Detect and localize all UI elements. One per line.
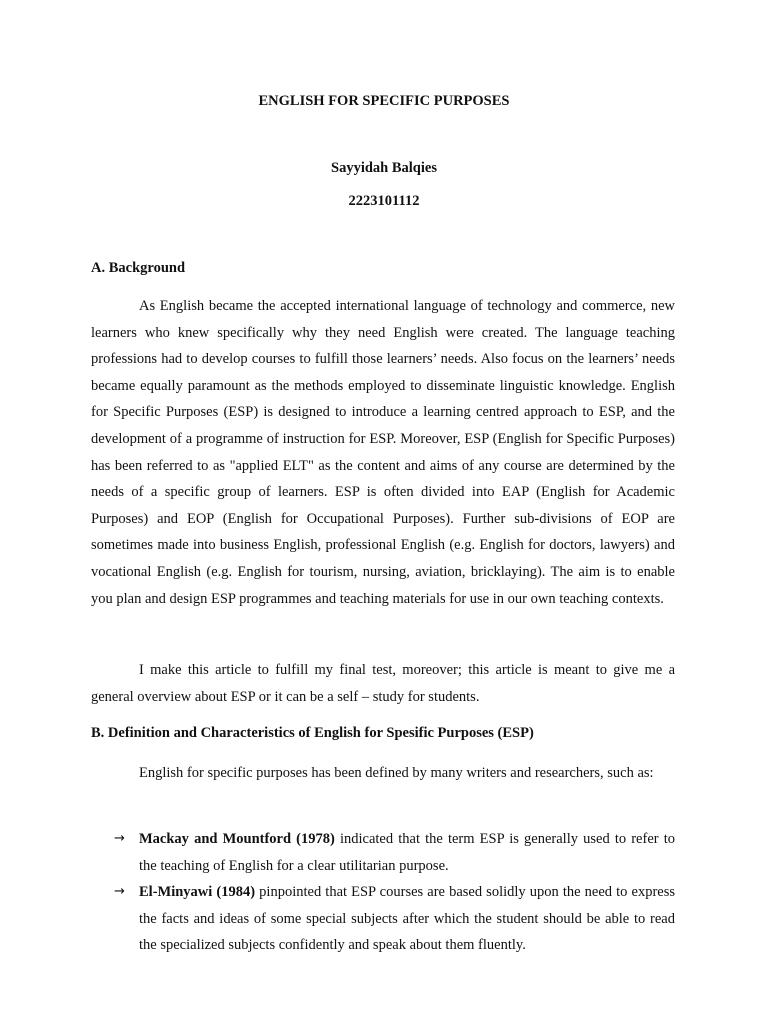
definition-author: El-Minyawi (1984) [139,884,256,901]
list-item [114,826,675,879]
document-title: ENGLISH FOR SPECIFIC PURPOSES [258,93,510,109]
definition-text: indicated that the term ESP is generally used to refer to the teaching of English for a clear utilitarian purpose. [139,831,675,874]
student-id: 2223101112 [348,193,420,209]
section-b-heading: B. Definition and Characteristics of English for Spesific Purposes (ESP) [91,725,534,741]
section-a-heading: A. Background [91,260,186,276]
definition-text: pinpointed that ESP courses are based solidly upon the need to express the facts and ideas of some special subjects after which the student should be able to read the specialized subjects confidently and speak about them fluently. [139,884,676,954]
arrow-right-icon: → [114,884,125,900]
author-name: Sayyidah Balqies [331,160,437,176]
list-item [114,879,675,959]
section-a-paragraph-2: I make this article to fulfill my final test, moreover; this article is meant to give me a general overview about ESP or it can be a self – study for students. [91,662,675,705]
arrow-right-icon: → [114,831,125,846]
section-a-paragraph-1: As English became the accepted international language of technology and commerce, new learners who knew specifically why they need English were created. The language teaching professions had to develop courses to fulfill those learners’ needs. Also focus on the learners’ needs became equally paramount as the methods employed to disseminate linguistic knowledge. English for Specific Purposes (ESP) is designed to introduce a learning centred approach to ESP, and the development of a programme of instruction for ESP. Moreover, ESP (English for Specific Purposes) has been referred to as "applied ELT" as the content and aims of any course are determined by the needs of a specific group of learners. ESP is often divided into EAP (English for Academic Purposes) and EOP (English for Occupational Purposes). Further sub-divisions of EOP are sometimes made into business English, professional English (e.g. English for doctors, lawyers) and vocational English (e.g. English for tourism, nursing, aviation, bricklaying). The aim is to enable you plan and design ESP programmes and teaching materials for use in our own teaching contexts. [91,298,675,607]
definitions-list [114,826,675,959]
section-b-intro: English for specific purposes has been defined by many writers and researchers, such as: [139,765,654,781]
definition-author: Mackay and Mountford (1978) [139,831,335,847]
